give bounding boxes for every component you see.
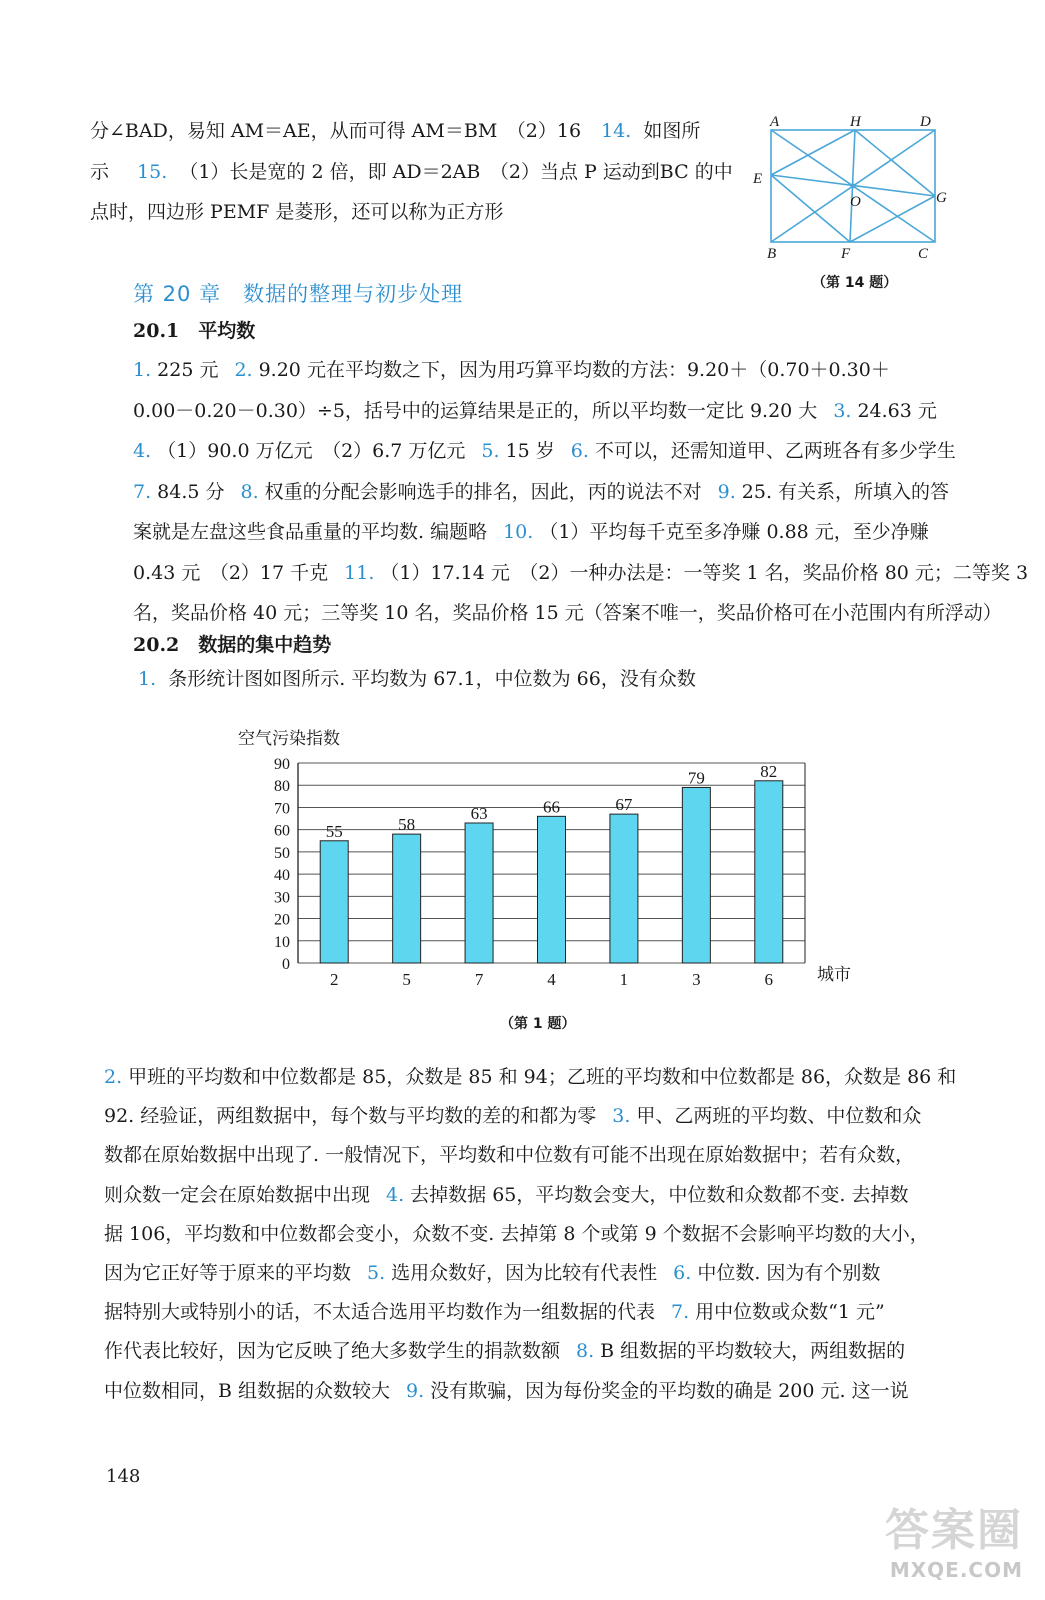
answer-text: 分∠BAD，易知 AM＝AE，从而可得 AM＝BM （2）16 [90,120,582,142]
chapter-title: 数据的整理与初步处理 [243,282,464,306]
question-number: 8. [576,1340,595,1363]
answer-text: 名，奖品价格 40 元；三等奖 10 名，奖品价格 15 元（答案不唯一，奖品价格可在小范围内有所浮动） [133,602,1002,624]
answer-text: 中位数. 因为有个别数 [697,1262,881,1284]
question-number: 4. [133,440,152,462]
bar [393,834,421,963]
answer-text: 25. 有关系，所填入的答 [741,480,950,503]
bar-chart [220,720,860,1010]
answer-text: 选用众数好，因为比较有代表性 [391,1262,658,1284]
answer-text: 条形统计图如图所示. 平均数为 67.1，中位数为 66，没有众数 [168,668,696,690]
bar-value-label: 58 [398,815,416,835]
answer-text: 24.63 元 [857,399,937,422]
bar-value-label: 79 [687,768,705,788]
question-number: 4. [386,1183,405,1206]
answer-text: 如图所 [643,120,701,142]
y-tick-label: 90 [274,756,290,773]
y-tick-label: 20 [274,911,290,929]
label-G: G [936,190,947,206]
chapter-number: 第 20 章 [133,282,222,306]
answer-text: 0.43 元 （2）17 千克 [133,561,329,584]
answer-text: 甲、乙两班的平均数、中位数和众 [636,1105,922,1128]
chapter-heading [133,278,463,308]
question-number: 10. [503,521,534,543]
answer-text: 9.20 元在平均数之下，因为用巧算平均数的方法：9.20＋（0.70＋0.30＋ [258,359,890,381]
question-number: 1. [133,359,152,381]
answer-text: （1）17.14 元 （2）一种办法是：一等奖 1 名，奖品价格 80 元；二等奖 3 [380,561,1029,584]
x-tick-label: 7 [474,970,484,989]
question-number: 8. [240,480,259,503]
answer-text: 案就是左盘这些食品重量的平均数. 编题略 [133,521,488,543]
answer-line [133,479,949,505]
answer-line [104,1378,909,1404]
question-number: 3. [612,1105,631,1128]
x-tick-label: 6 [764,970,774,989]
answer-line [90,199,503,225]
answer-text: 权重的分配会影响选手的排名，因此，丙的说法不对 [264,480,702,503]
answer-line [104,1299,885,1325]
x-tick-label: 3 [692,970,701,989]
question-number: 1. [138,668,157,690]
answer-text: 15 岁 [505,440,555,462]
answer-text: 作代表比较好，因为它反映了绝大多数学生的捐款数额 [104,1340,561,1363]
question-number: 9. [406,1379,425,1402]
answer-text: 中位数相同，B 组数据的众数较大 [104,1379,391,1402]
answer-text: 数都在原始数据中出现了. 一般情况下，平均数和中位数有可能不出现在原始数据中；若有众数， [104,1144,915,1167]
answer-line [133,438,956,464]
answer-text: 没有欺骗，因为每份奖金的平均数的确是 200 元. 这一说 [430,1379,909,1402]
x-tick-label: 2 [329,970,339,989]
question-number: 7. [671,1301,690,1324]
answer-line [104,1221,929,1247]
answer-text: B 组数据的平均数较大，两组数据的 [600,1340,906,1363]
bar [682,787,710,963]
answer-text: 225 元 [157,359,219,381]
y-axis-title: 空气污染指数 [238,729,340,748]
answer-line [104,1103,921,1129]
y-tick-label: 10 [274,933,290,951]
y-tick-label: 70 [274,800,290,818]
answer-line [133,519,929,545]
figure-14-caption: （第 14 题） [812,275,898,291]
question-number: 3. [833,399,852,422]
bar [320,841,348,963]
answer-text: 甲班的平均数和中位数都是 85，众数是 85 和 94；乙班的平均数和中位数都是 86，众数是 86 和 [128,1066,957,1088]
bar-value-label: 63 [470,804,488,823]
answer-line [133,560,1028,586]
y-tick-label: 60 [274,822,290,840]
answer-text: 0.00－0.20－0.30）÷5，括号中的运算结果是正的，所以平均数一定比 9.20 大 [133,399,818,422]
answer-text: 去掉数据 65，平均数会变大，中位数和众数都不变. 去掉数 [410,1183,909,1206]
answer-line [104,1260,880,1286]
answer-text: 因为它正好等于原来的平均数 [104,1262,352,1284]
y-tick-label: 80 [274,778,290,796]
x-tick-label: 5 [402,970,411,989]
bar [755,781,783,963]
answer-text: 据 106，平均数和中位数都会变小，众数不变. 去掉第 8 个或第 9 个数据不会影响平均数的大小， [104,1222,929,1245]
question-number: 2. [234,359,253,381]
label-B: B [767,246,777,262]
y-tick-label: 40 [274,867,290,885]
page-number: 148 [106,1466,141,1487]
answer-text: （1）平均每千克至多净赚 0.88 元，至少净赚 [539,521,929,543]
chart-caption: （第 1 题） [500,1016,576,1032]
answer-text: 92. 经验证，两组数据中，每个数与平均数的差的和都为零 [104,1105,597,1128]
question-number: 2. [104,1066,123,1088]
bar [465,823,493,963]
section-heading: 20.1 平均数 [133,320,256,342]
y-tick-label: 50 [274,844,290,862]
label-H: H [850,114,861,130]
y-tick-label: 30 [274,889,290,907]
answer-line [133,600,1002,626]
question-number: 15. [137,161,168,183]
answer-line [90,118,700,144]
label-F: F [841,246,851,262]
answer-line [104,1142,914,1168]
label-E: E [753,171,763,187]
watermark-logo-text: 答案圈 [885,1505,1023,1556]
x-tick-label: 4 [547,970,556,989]
label-D: D [920,114,931,130]
answer-line [133,398,937,424]
answer-text: 据特别大或特别小的话，不太适合选用平均数作为一组数据的代表 [104,1301,656,1324]
question-number: 14. [601,120,632,142]
label-C: C [918,246,929,262]
x-axis-title: 城市 [817,965,851,984]
answer-line [138,666,696,692]
question-number: 5. [367,1262,386,1284]
watermark-logo [885,1494,1023,1582]
label-A: A [770,114,780,130]
answer-text: 用中位数或众数“1 元” [695,1301,885,1324]
x-tick-label: 1 [619,970,629,989]
bar-value-label: 82 [760,761,778,781]
answer-line [104,1338,905,1364]
bar [538,816,566,963]
answer-line [133,357,890,383]
answer-text: 示 [90,161,110,183]
answer-line [104,1182,908,1208]
section-heading: 20.2 数据的集中趋势 [133,634,332,656]
figure-14-rectangle-diagram [750,110,950,270]
bar [610,814,638,963]
watermark-site: MXQE.COM [889,1558,1023,1582]
label-O: O [850,194,861,210]
question-number: 6. [570,440,589,462]
bar-value-label: 55 [325,821,343,841]
answer-text: 点时，四边形 PEMF 是菱形，还可以称为正方形 [90,201,504,223]
answer-text: 84.5 分 [157,480,225,503]
answer-line [104,1064,956,1090]
answer-text: （1）90.0 万亿元 （2）6.7 万亿元 [157,440,466,462]
question-number: 6. [673,1262,692,1284]
answer-text: 不可以，还需知道甲、乙两班各有多少学生 [594,440,956,462]
bar-value-label: 67 [615,795,633,815]
bar-value-label: 66 [543,797,560,817]
answer-line [90,159,733,185]
answer-text: （1）长是宽的 2 倍，即 AD＝2AB （2）当点 P 运动到BC 的中 [179,161,733,183]
question-number: 7. [133,480,152,503]
question-number: 11. [344,561,375,584]
y-tick-label: 0 [282,956,290,973]
answer-text: 则众数一定会在原始数据中出现 [104,1183,371,1206]
question-number: 5. [481,440,500,462]
question-number: 9. [717,480,736,503]
